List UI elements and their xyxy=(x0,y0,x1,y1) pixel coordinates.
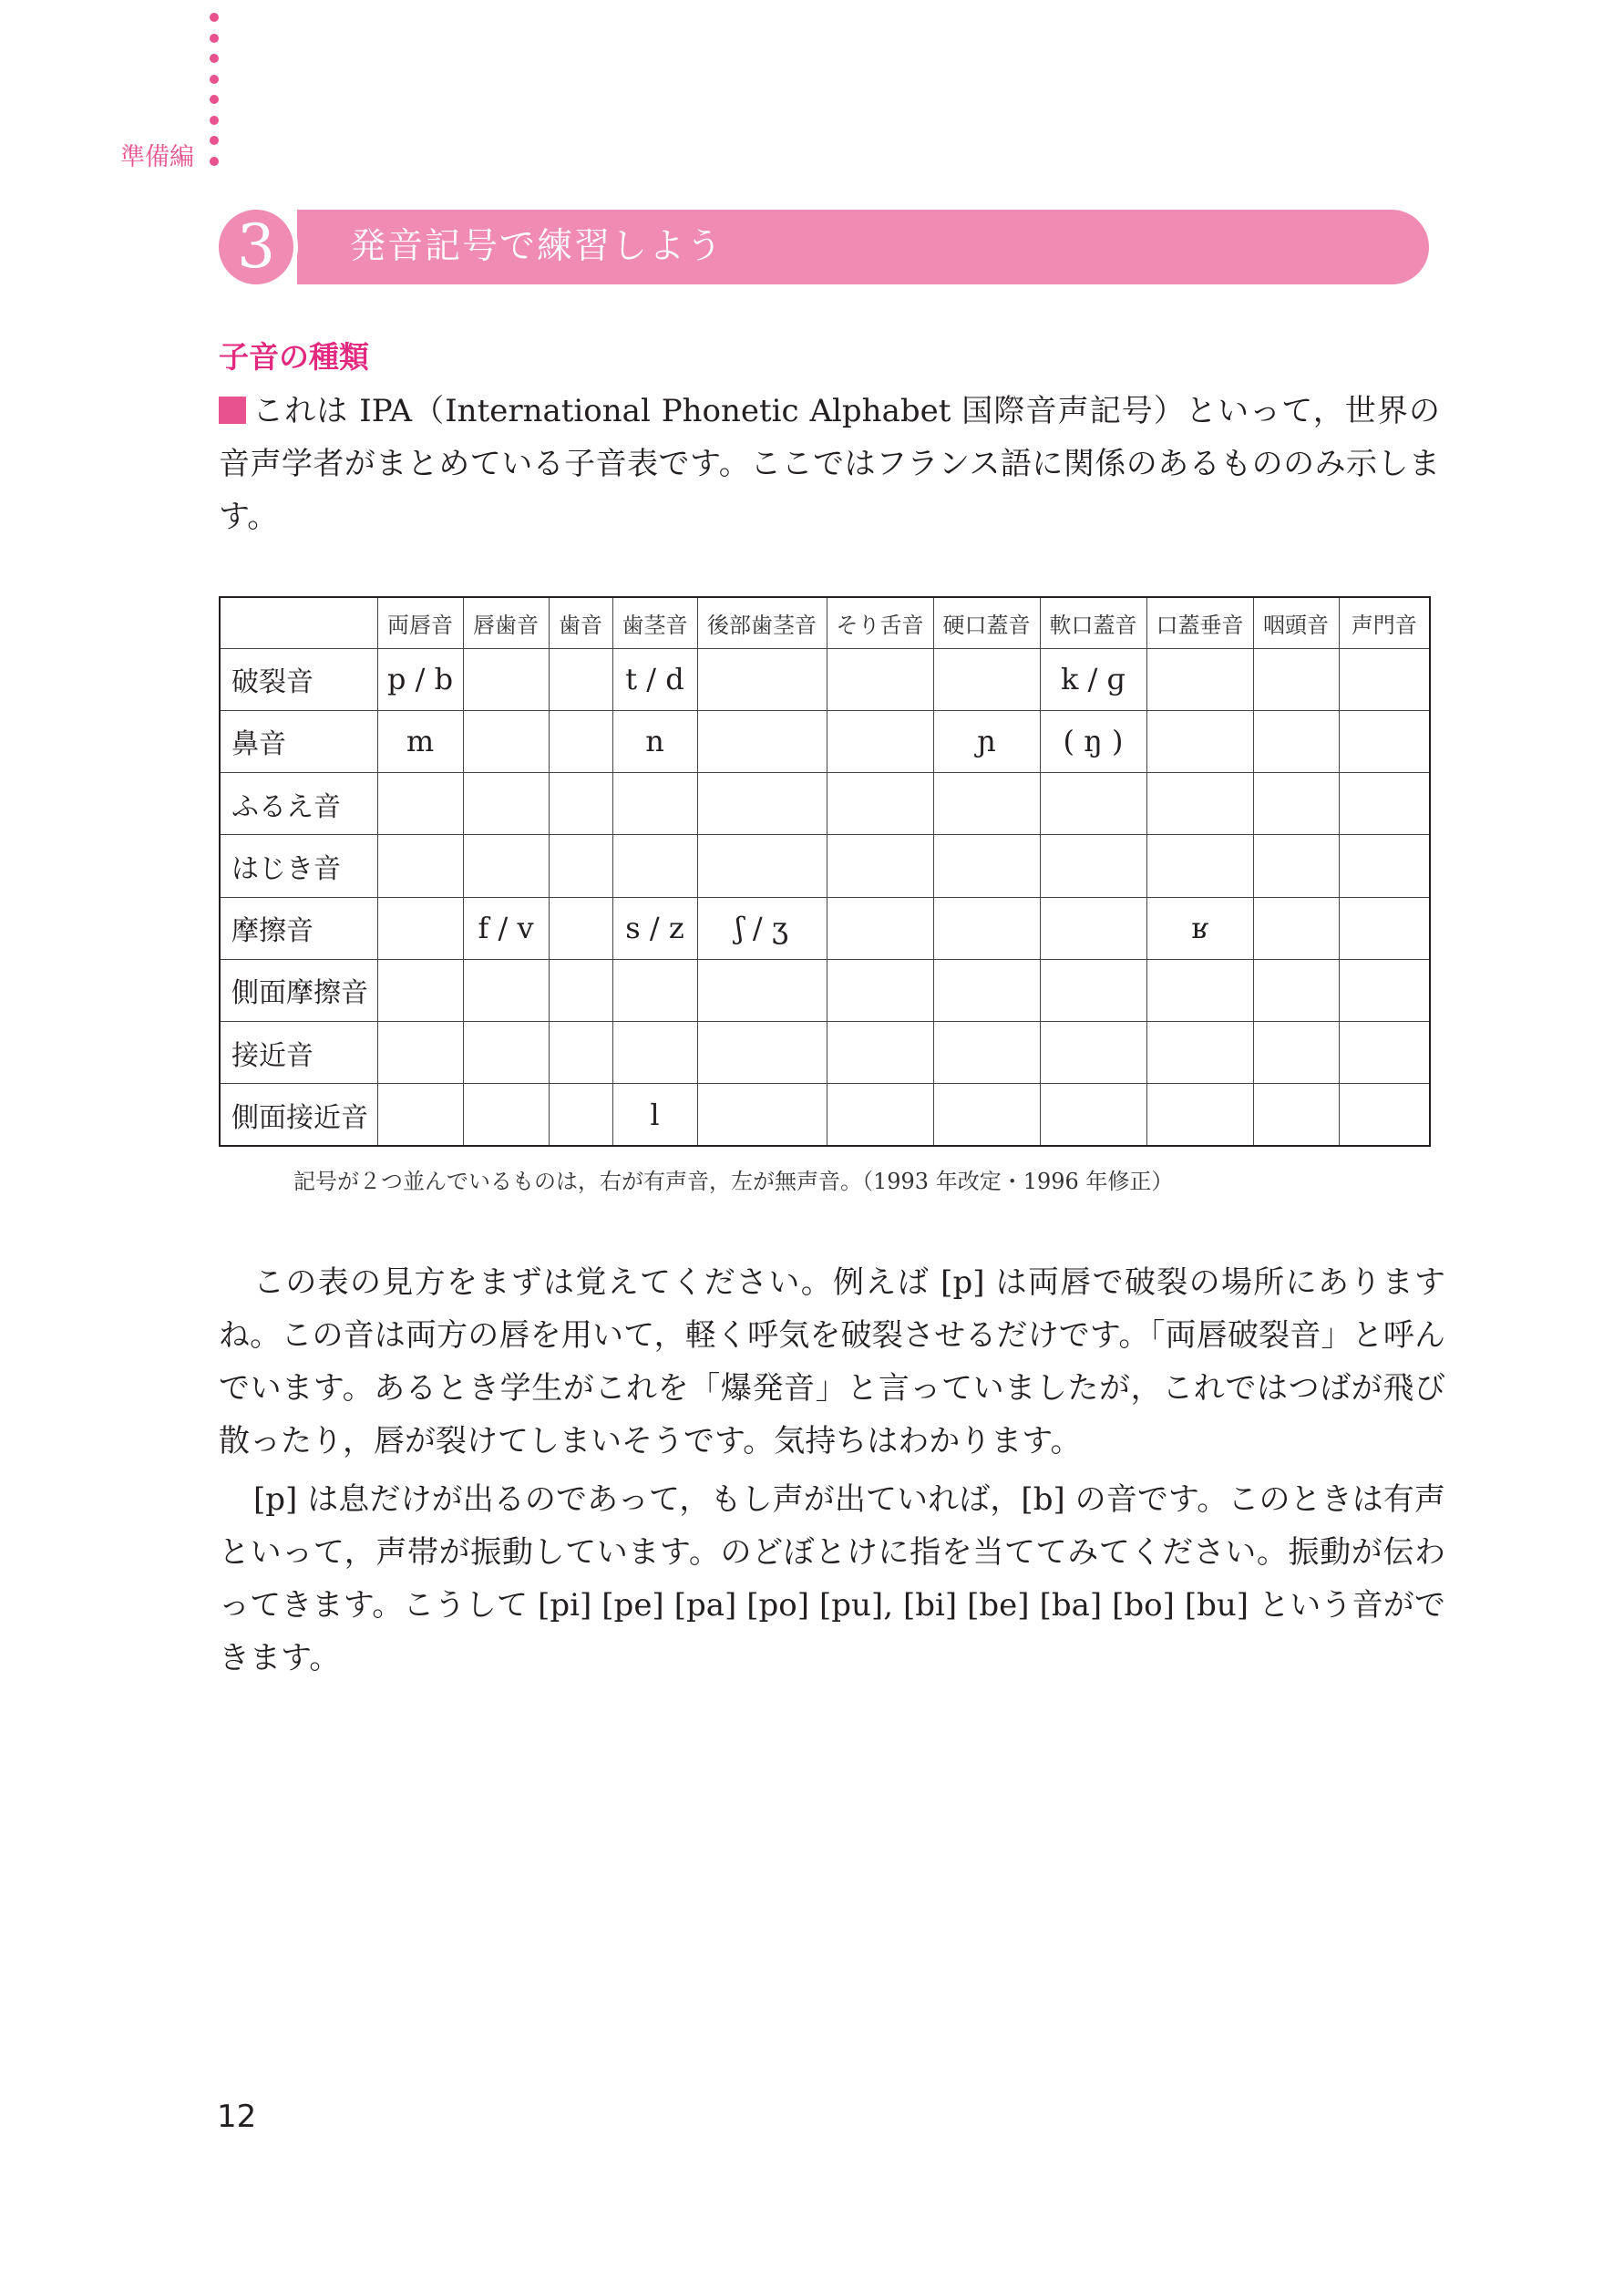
table-cell xyxy=(933,897,1040,959)
chapter-title: 発音記号で練習しよう xyxy=(350,226,725,267)
table-cell xyxy=(1253,773,1339,835)
table-cell xyxy=(1146,959,1253,1021)
table-cell xyxy=(933,835,1040,897)
table-cell xyxy=(612,1022,697,1084)
table-row xyxy=(220,1022,1430,1084)
table-cell xyxy=(827,897,933,959)
table-cell: t / d xyxy=(612,648,697,710)
table-cell xyxy=(377,773,463,835)
table-cell xyxy=(463,773,549,835)
table-cell xyxy=(612,773,697,835)
column-header: 声門音 xyxy=(1339,597,1430,648)
table-cell xyxy=(1253,648,1339,710)
table-cell xyxy=(827,648,933,710)
table-cell xyxy=(697,1084,827,1146)
table-cell xyxy=(549,710,612,772)
table-cell xyxy=(697,710,827,772)
row-label: 摩擦音 xyxy=(220,897,377,959)
table-cell xyxy=(612,835,697,897)
table-cell xyxy=(1040,835,1146,897)
table-cell xyxy=(463,959,549,1021)
column-header: 両唇音 xyxy=(377,597,463,648)
table-cell xyxy=(827,959,933,1021)
intro-paragraph xyxy=(219,385,1440,543)
subheading: 子音の種類 xyxy=(219,339,369,375)
table-cell xyxy=(1146,1084,1253,1146)
table-cell xyxy=(933,648,1040,710)
table-body xyxy=(220,648,1430,1146)
table-row xyxy=(220,773,1430,835)
table-cell xyxy=(697,648,827,710)
table-cell xyxy=(549,648,612,710)
table-cell xyxy=(1146,710,1253,772)
row-label: 側面摩擦音 xyxy=(220,959,377,1021)
table-cell: s / z xyxy=(612,897,697,959)
table-cell: l xyxy=(612,1084,697,1146)
table-row xyxy=(220,648,1430,710)
body-text xyxy=(219,1256,1445,1685)
table-cell: m xyxy=(377,710,463,772)
table-cell xyxy=(463,710,549,772)
table-cell: n xyxy=(612,710,697,772)
section-tag: 準備編 xyxy=(120,143,194,171)
table-cell xyxy=(377,897,463,959)
table-cell xyxy=(549,773,612,835)
column-header: 軟口蓋音 xyxy=(1040,597,1146,648)
table-cell xyxy=(377,835,463,897)
chapter-banner xyxy=(219,210,1429,284)
page-number: 12 xyxy=(217,2099,257,2135)
table-cell xyxy=(1339,835,1430,897)
table-cell: ʁ xyxy=(1146,897,1253,959)
table-cell: ( ŋ ) xyxy=(1040,710,1146,772)
table-cell xyxy=(549,1084,612,1146)
table-cell xyxy=(463,835,549,897)
table-cell xyxy=(1339,959,1430,1021)
table-cell xyxy=(1146,835,1253,897)
column-header: 咽頭音 xyxy=(1253,597,1339,648)
table-cell xyxy=(1253,1084,1339,1146)
table-cell xyxy=(1253,835,1339,897)
table-cell xyxy=(549,1022,612,1084)
table-cell xyxy=(1146,1022,1253,1084)
column-header: 唇歯音 xyxy=(463,597,549,648)
table-cell xyxy=(377,959,463,1021)
table-cell: f / v xyxy=(463,897,549,959)
table-cell xyxy=(1040,1084,1146,1146)
table-row xyxy=(220,1084,1430,1146)
table-cell xyxy=(1339,1022,1430,1084)
table-cell xyxy=(827,1084,933,1146)
consonant-table xyxy=(219,596,1431,1147)
table-cell xyxy=(1146,648,1253,710)
table-cell: ɲ xyxy=(933,710,1040,772)
table-caption: 記号が２つ並んでいるものは，右が有声音，左が無声音。（1993 年改定・1996 年修正） xyxy=(293,1169,1174,1194)
table-corner xyxy=(220,597,377,648)
row-label: 接近音 xyxy=(220,1022,377,1084)
decorative-dots xyxy=(210,13,221,177)
table-cell xyxy=(1253,897,1339,959)
table-row xyxy=(220,710,1430,772)
table-cell xyxy=(549,835,612,897)
table-cell xyxy=(463,648,549,710)
body-paragraph-2: [p] は息だけが出るのであって，もし声が出ていれば，[b] の音です。このときは有声といって，声帯が振動しています。のどぼとけに指を当ててみてください。振動が伝わってきます。こうして [pi] [pe] [pa] [po] [pu], [bi] [be] [ba] [bo] [bu] という音ができます。 xyxy=(219,1481,1445,1676)
row-label: 側面接近音 xyxy=(220,1084,377,1146)
table-cell xyxy=(1040,897,1146,959)
table-cell xyxy=(463,1084,549,1146)
table-cell xyxy=(1040,1022,1146,1084)
column-header: 硬口蓋音 xyxy=(933,597,1040,648)
table-cell xyxy=(1253,959,1339,1021)
table-header-row xyxy=(220,597,1430,648)
table-cell xyxy=(697,959,827,1021)
table-cell xyxy=(933,1022,1040,1084)
table-cell xyxy=(933,1084,1040,1146)
bullet-square-icon xyxy=(219,397,246,424)
column-header: そり舌音 xyxy=(827,597,933,648)
column-header: 歯音 xyxy=(549,597,612,648)
table-cell xyxy=(933,773,1040,835)
row-label: ふるえ音 xyxy=(220,773,377,835)
column-header: 歯茎音 xyxy=(612,597,697,648)
table-cell xyxy=(1253,710,1339,772)
column-header: 後部歯茎音 xyxy=(697,597,827,648)
column-header: 口蓋垂音 xyxy=(1146,597,1253,648)
table-cell xyxy=(1339,710,1430,772)
table-cell: p / b xyxy=(377,648,463,710)
table-cell xyxy=(1339,1084,1430,1146)
table-cell xyxy=(697,773,827,835)
table-cell xyxy=(827,773,933,835)
row-label: 鼻音 xyxy=(220,710,377,772)
table-cell xyxy=(612,959,697,1021)
table-cell xyxy=(377,1084,463,1146)
table-cell xyxy=(1253,1022,1339,1084)
table-cell xyxy=(697,1022,827,1084)
table-cell xyxy=(827,1022,933,1084)
table-cell xyxy=(827,710,933,772)
intro-text: これは IPA（International Phonetic Alphabet 国際音声記号）といって，世界の音声学者がまとめている子音表です。ここではフランス語に関係のあるもののみ示します。 xyxy=(219,393,1440,535)
table-row xyxy=(220,897,1430,959)
table-cell xyxy=(1339,773,1430,835)
table-cell xyxy=(1339,648,1430,710)
table-cell xyxy=(933,959,1040,1021)
body-paragraph-1: この表の見方をまずは覚えてください。例えば [p] は両唇で破裂の場所にありますね。この音は両方の唇を用いて，軽く呼気を破裂させるだけです。「両唇破裂音」と呼んでいます。あるとき学生がこれを「爆発音」と言っていましたが，これではつばが飛び散ったり，唇が裂けてしまいそうです。気持ちはわかります。 xyxy=(219,1264,1445,1459)
table-cell xyxy=(377,1022,463,1084)
table-cell: ʃ / ʒ xyxy=(697,897,827,959)
row-label: はじき音 xyxy=(220,835,377,897)
table-cell xyxy=(1040,959,1146,1021)
table-cell xyxy=(827,835,933,897)
table-row xyxy=(220,959,1430,1021)
table-cell xyxy=(697,835,827,897)
table-cell xyxy=(549,959,612,1021)
table-row xyxy=(220,835,1430,897)
table-cell: k / ɡ xyxy=(1040,648,1146,710)
table-cell xyxy=(1339,897,1430,959)
table-cell xyxy=(549,897,612,959)
table-cell xyxy=(1040,773,1146,835)
table-cell xyxy=(463,1022,549,1084)
row-label: 破裂音 xyxy=(220,648,377,710)
table-cell xyxy=(1146,773,1253,835)
chapter-number: 3 xyxy=(214,205,298,289)
